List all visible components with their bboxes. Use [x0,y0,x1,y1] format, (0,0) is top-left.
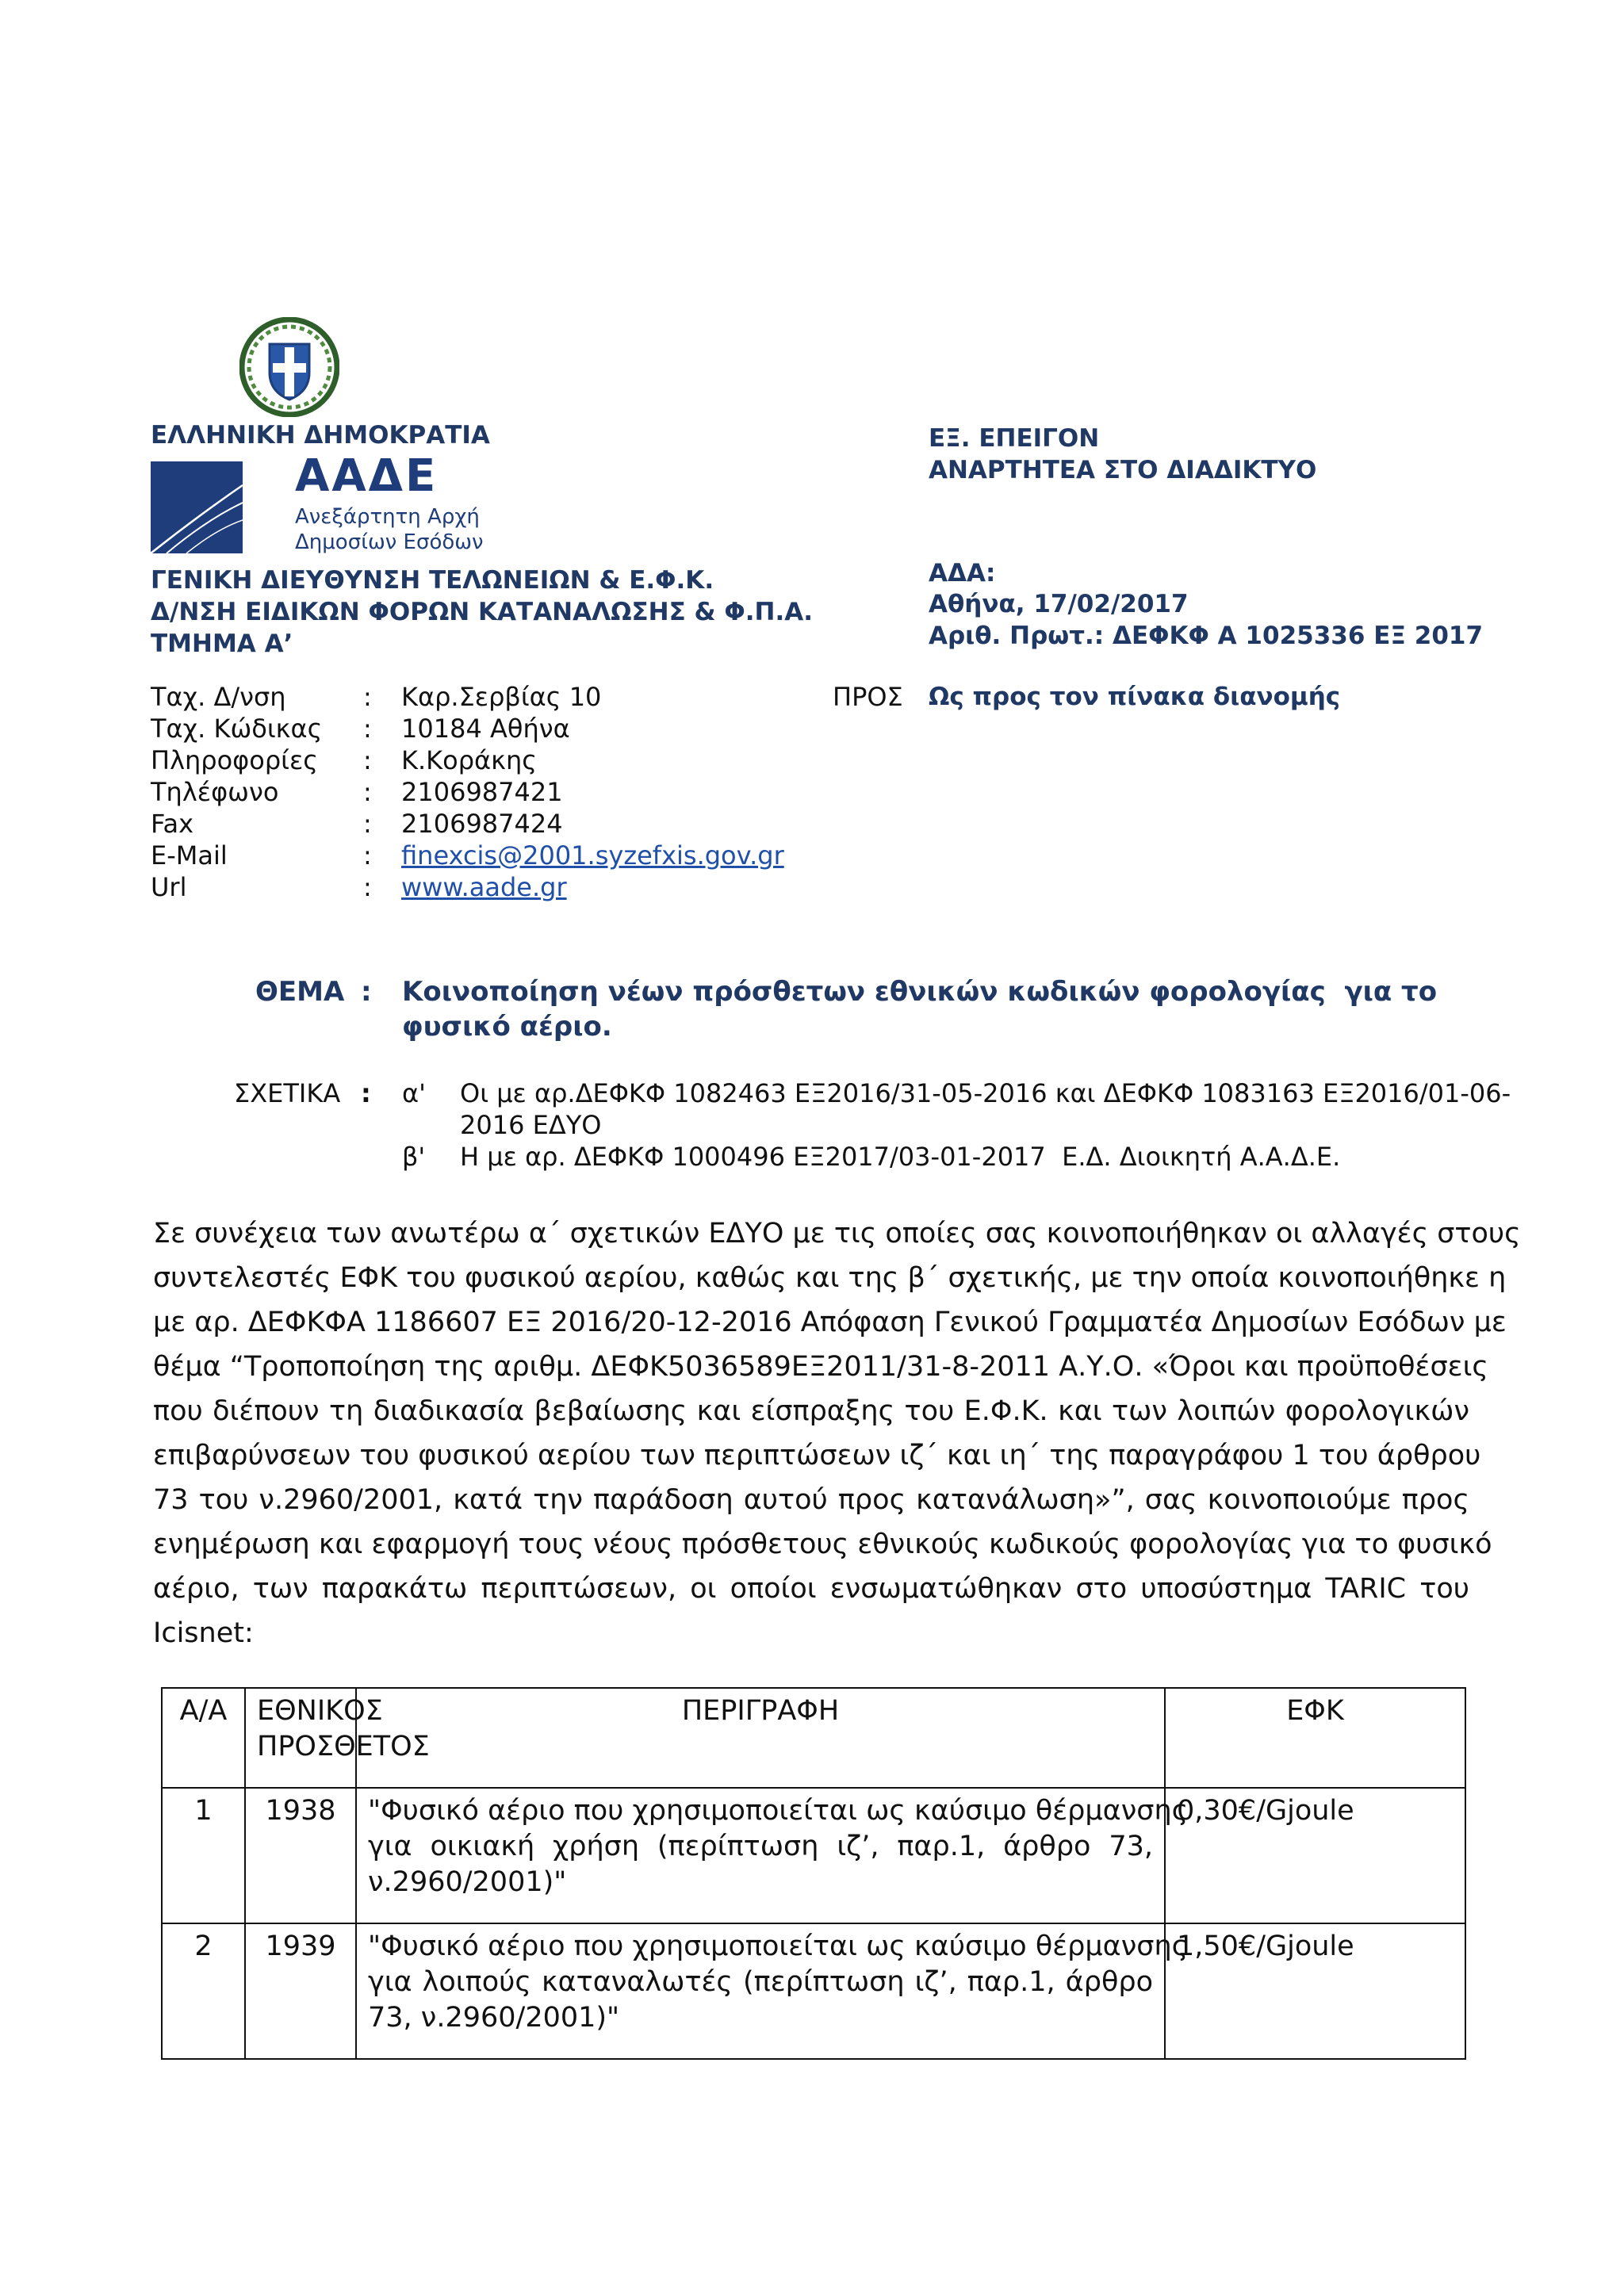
contact-label: Fax [151,809,194,839]
related-marker-b: β' [402,1142,426,1172]
urgency-label: ΕΞ. ΕΠΕΙΓΟΝ [929,424,1100,453]
header-efk: ΕΦΚ [1165,1688,1465,1788]
department-line-3: ΤΜΗΜΑ Α’ [151,629,293,658]
subject-sep: : [361,976,372,1008]
contact-label: Url [151,872,187,902]
contact-label: Ταχ. Δ/νση [151,682,286,712]
description-line: "Φυσικό αέριο που χρησιμοποιείται ως καύσιμο θέρμανσης [368,1931,1189,1962]
body-line: που διέπουν τη διαδικασία βεβαίωσης και είσπραξης του Ε.Φ.Κ. και των λοιπών φορολογικών [153,1395,1469,1427]
subject-line-1: Κοινοποίηση νέων πρόσθετων εθνικών κωδικών φορολογίας για το [402,976,1438,1008]
recipient-value: Ως προς τον πίνακα διανομής [929,683,1341,711]
body-line: ενημέρωση και εφαρμογή τους νέους πρόσθετους εθνικούς κωδικούς φορολογίας για το φυσικό [153,1529,1492,1560]
cell-efk: 0,30€/Gjoule [1165,1788,1465,1923]
body-line: επιβαρύνσεων του φυσικού αερίου των περιπτώσεων ιζ΄ και ιη΄ της παραγράφου 1 του άρθρου [153,1440,1481,1471]
related-sep: : [361,1078,371,1108]
body-line: με αρ. ΔΕΦΚΦΑ 1186607 ΕΞ 2016/20-12-2016 Απόφαση Γενικού Γραμματέα Δημοσίων Εσόδων με [153,1307,1507,1338]
publish-label: ΑΝΑΡΤΗΤΕΑ ΣΤΟ ΔΙΑΔΙΚΤΥΟ [929,456,1317,484]
subject-line-2: φυσικό αέριο. [402,1011,612,1043]
department-line-1: ΓΕΝΙΚΗ ΔΙΕΥΘΥΝΣΗ ΤΕΛΩΝΕΙΩΝ & Ε.Φ.Κ. [151,566,714,595]
body-line: αέριο, των παρακάτω περιπτώσεων, οι οποίοι ενσωματώθηκαν στο υποσύστημα TARIC του [153,1573,1469,1605]
description-line: ν.2960/2001)" [368,1866,567,1898]
contact-sep: : [363,745,372,775]
table-header-row [162,1688,1465,1788]
body-line: συντελεστές ΕΦΚ του φυσικού αερίου, καθώς και της β΄ σχετικής, με την οποία κοινοποιήθηκε η [153,1262,1507,1294]
contact-label: Ταχ. Κώδικας [151,714,323,744]
contact-label: Πληροφορίες [151,745,319,775]
cell-efk: 1,50€/Gjoule [1165,1923,1465,2059]
contact-sep: : [363,682,372,712]
cell-description [356,1923,1189,2059]
table-row [162,1788,1465,1923]
department-line-2: Δ/ΝΣΗ ΕΙΔΙΚΩΝ ΦΟΡΩΝ ΚΑΤΑΝΑΛΩΣΗΣ & Φ.Π.Α. [151,598,814,626]
aade-logo-subtitle-2: Δημοσίων Εσόδων [295,530,484,554]
header-national-code [245,1688,430,1788]
subject-label: ΘΕΜΑ [255,976,345,1008]
contact-sep: : [363,777,372,807]
body-paragraph [153,1211,1521,1655]
contact-sep: : [363,714,372,744]
contact-value: 2106987421 [401,777,563,807]
cell-description [356,1788,1189,1923]
body-line: θέμα “Τροποποίηση της αριθμ. ΔΕΦΚ5036589ΕΞ2011/31-8-2011 Α.Υ.Ο. «Όροι και προϋποθέσεις [153,1351,1488,1383]
related-item-a-line-1: Οι με αρ.ΔΕΦΚΦ 1082463 ΕΞ2016/31-05-2016 και ΔΕΦΚΦ 1083163 ΕΞ2016/01-06- [460,1078,1511,1108]
description-line: για οικιακή χρήση (περίπτωση ιζ’, παρ.1, άρθρο 73, [368,1831,1153,1862]
ada-label: ΑΔΑ: [929,559,996,587]
cell-aa: 2 [162,1923,245,2059]
aade-logo-text: ΑΑΔΕ [295,450,439,502]
greek-coat-of-arms [239,317,339,417]
cell-code: 1939 [245,1923,356,2059]
contact-sep: : [363,872,372,902]
contact-value: 10184 Αθήνα [401,714,570,744]
header-aa: Α/Α [162,1688,245,1788]
contact-value: Κ.Κοράκης [401,745,538,775]
description-line: για λοιπούς καταναλωτές (περίπτωση ιζ’, παρ.1, άρθρο [368,1966,1153,1998]
cell-aa: 1 [162,1788,245,1923]
body-line: Icisnet: [153,1617,254,1649]
aade-logo-mark [151,461,243,553]
contact-value: 2106987424 [401,809,563,839]
description-line: 73, ν.2960/2001)" [368,2002,620,2034]
email-link[interactable]: finexcis@2001.syzefxis.gov.gr [401,840,784,871]
related-item-b-line-1: Η με αρ. ΔΕΦΚΦ 1000496 ΕΞ2017/03-01-2017 Ε.Δ. Διοικητή Α.Α.Δ.Ε. [460,1142,1341,1172]
cell-code: 1938 [245,1788,356,1923]
protocol-number: Αριθ. Πρωτ.: ΔΕΦΚΦ Α 1025336 ΕΞ 2017 [929,622,1484,650]
header-description: ΠΕΡΙΓΡΑΦΗ [356,1688,1165,1788]
body-line: Σε συνέχεια των ανωτέρω α΄ σχετικών ΕΔΥΟ με τις οποίες σας κοινοποιήθηκαν οι αλλαγές στους [153,1218,1521,1249]
contact-value: Καρ.Σερβίας 10 [401,682,602,712]
description-line: "Φυσικό αέριο που χρησιμοποιείται ως καύσιμο θέρμανσης [368,1795,1189,1827]
header-code-line-2: ΠΡΟΣΘΕΤΟΣ [257,1731,430,1762]
tax-codes-table [161,1687,1466,2060]
contact-sep: : [363,840,372,871]
contact-label: E-Mail [151,840,228,871]
recipient-label: ΠΡΟΣ [833,682,903,712]
related-label: ΣΧΕΤΙΚΑ [234,1078,341,1108]
contact-sep: : [363,809,372,839]
website-link[interactable]: www.aade.gr [401,872,567,902]
related-item-a-line-2: 2016 ΕΔΥΟ [460,1110,602,1140]
document-date: Αθήνα, 17/02/2017 [929,590,1189,618]
table-row [162,1923,1465,2059]
republic-title: ΕΛΛΗΝΙΚΗ ΔΗΜΟΚΡΑΤΙΑ [151,421,490,450]
related-marker-a: α' [402,1078,426,1108]
contact-label: Τηλέφωνο [151,777,279,807]
header-code-line-1: ΕΘΝΙΚΟΣ [257,1695,383,1727]
body-line: 73 του ν.2960/2001, κατά την παράδοση αυτού προς κατανάλωση»”, σας κοινοποιούμε προς [153,1484,1469,1516]
aade-logo-subtitle-1: Ανεξάρτητη Αρχή [295,505,480,529]
